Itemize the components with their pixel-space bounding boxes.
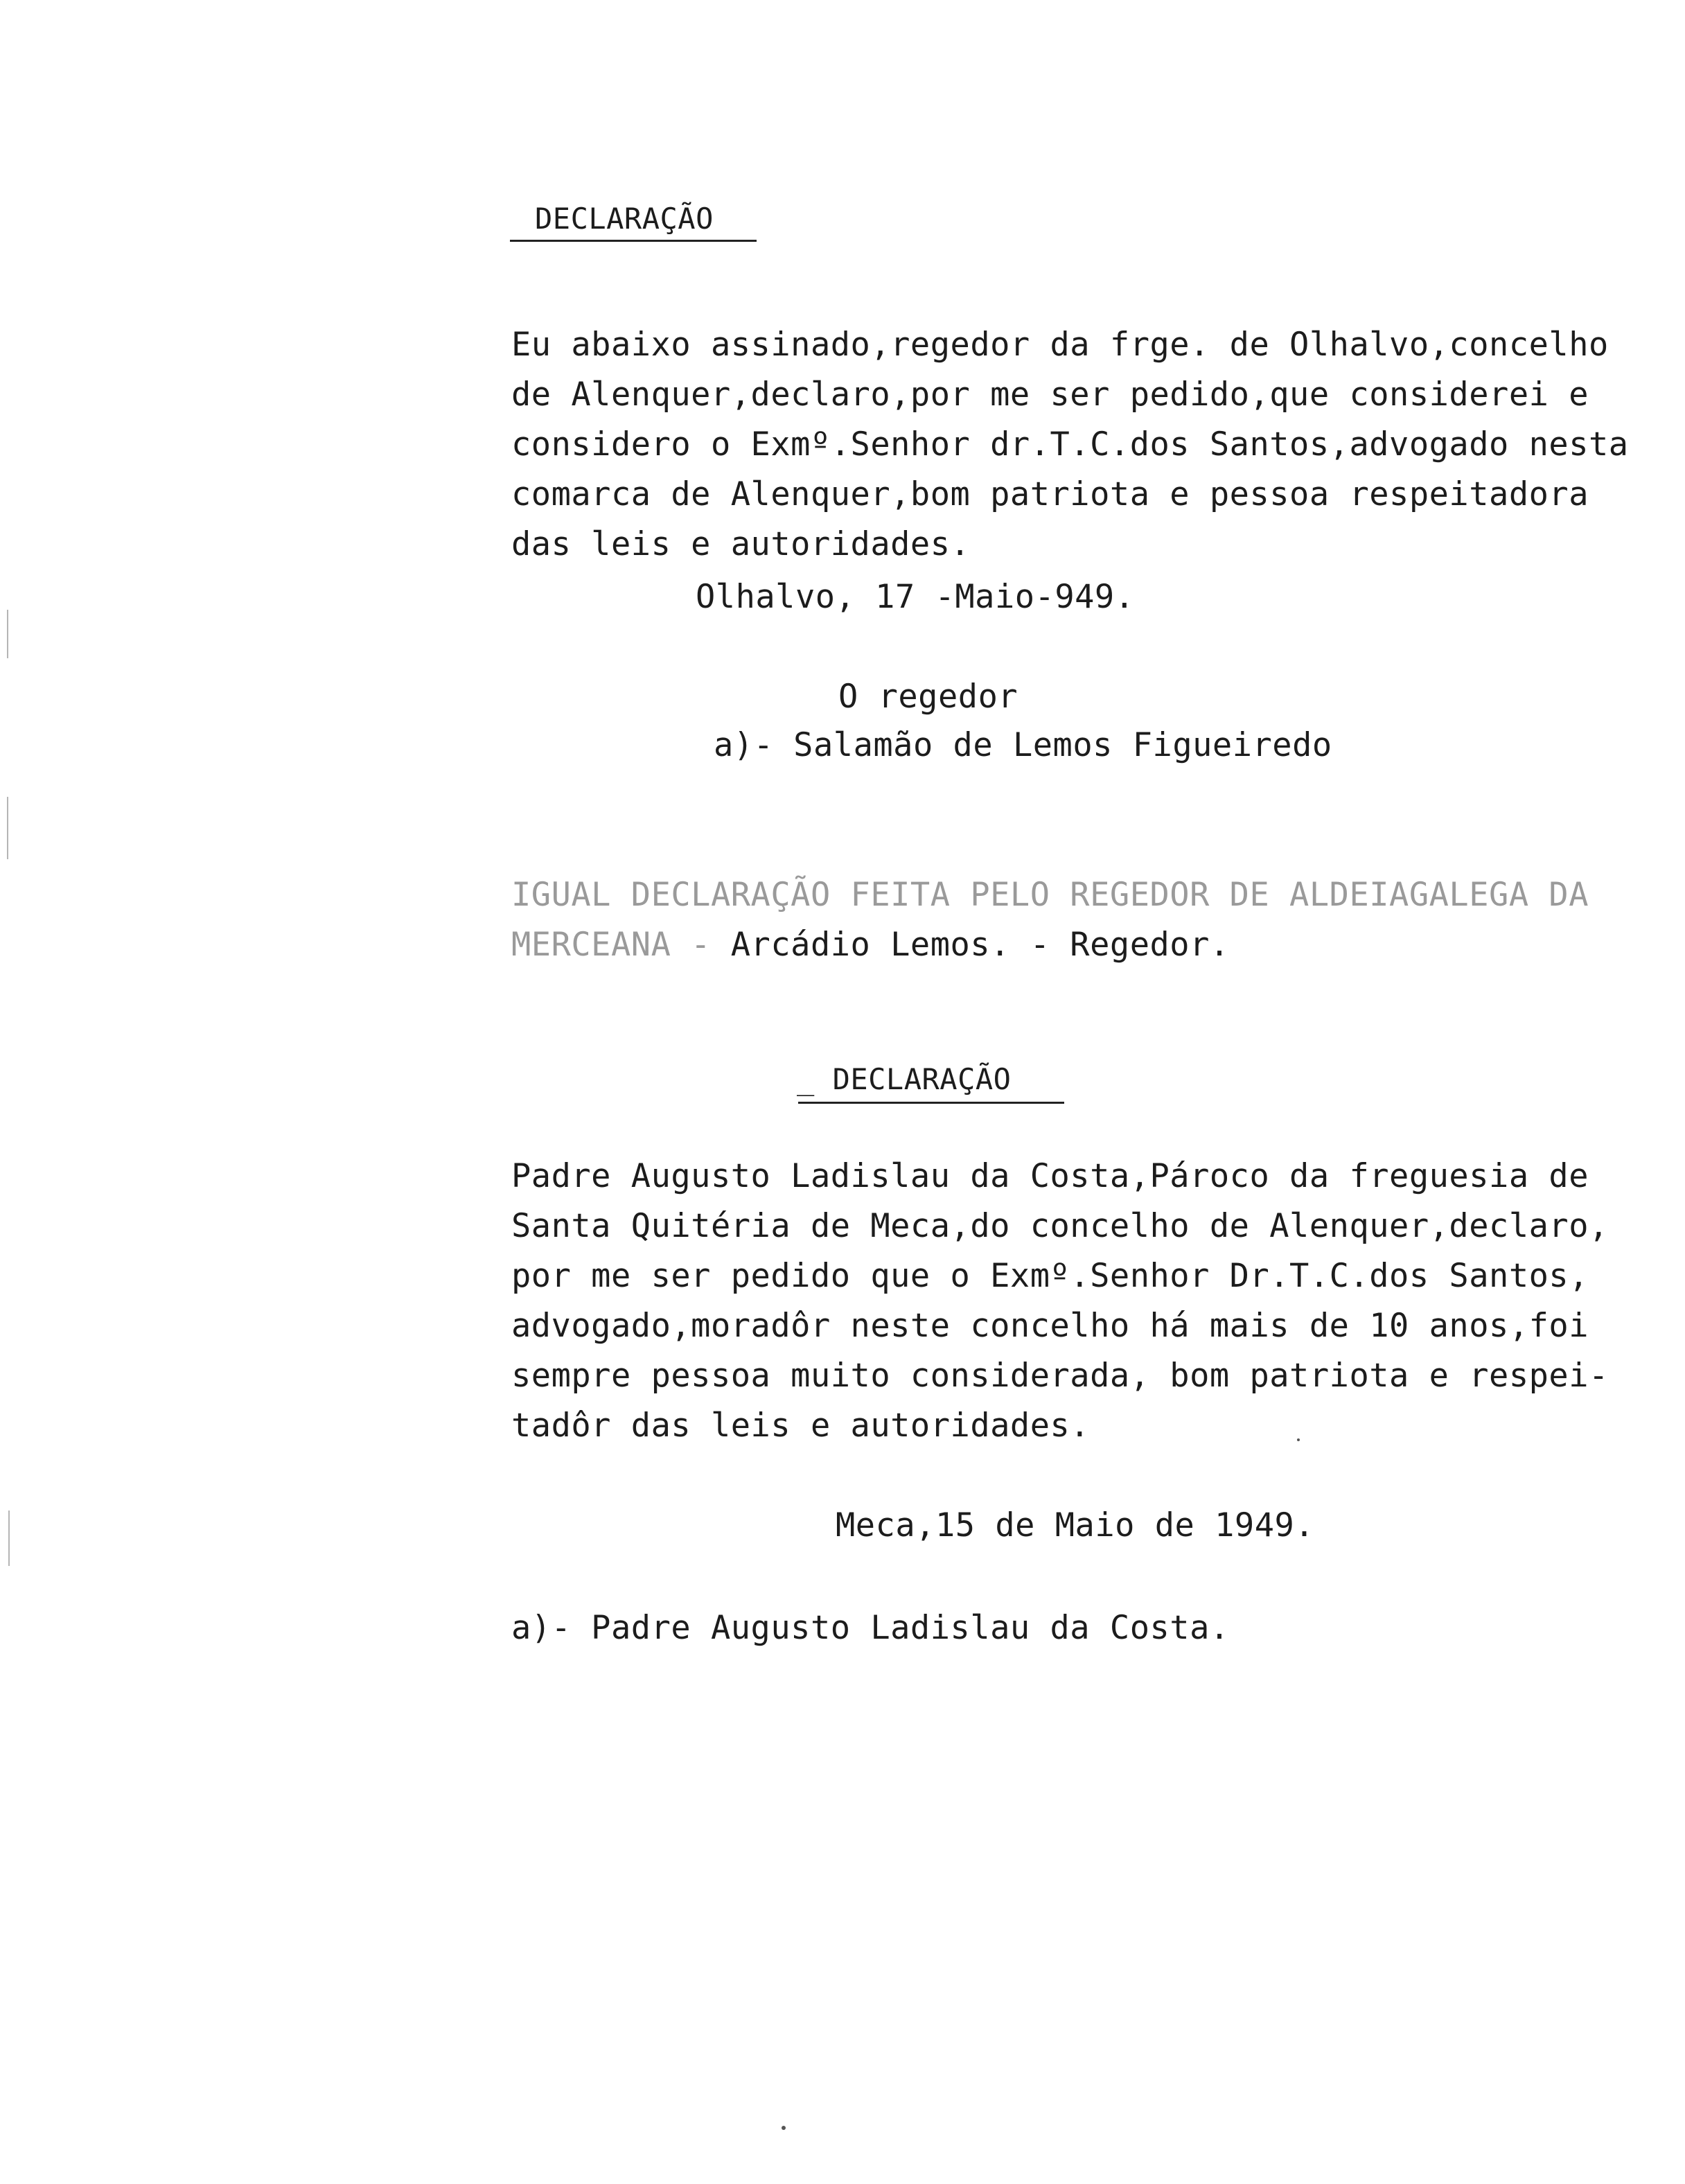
scan-edge-mark — [7, 797, 8, 859]
declaration-2-body-line-1: Padre Augusto Ladislau da Costa,Pároco da freguesia de — [511, 1157, 1589, 1195]
declaration-2-heading-underline — [798, 1102, 1064, 1104]
declaration-1-body-line-5: das leis e autoridades. — [511, 525, 971, 563]
declaration-2-body-line-2: Santa Quitéria de Meca,do concelho de Alenquer,declaro, — [511, 1207, 1609, 1245]
note-line-2 — [511, 924, 1230, 966]
declaration-1-signature: a)- Salamão de Lemos Figueiredo — [714, 726, 1332, 764]
declaration-1-heading: DECLARAÇÃO — [535, 202, 714, 236]
note-line-2-faded-part: MERCEANA - — [511, 926, 731, 964]
scan-edge-mark — [7, 610, 8, 658]
scan-edge-mark — [8, 1511, 10, 1566]
declaration-1-place-date: Olhalvo, 17 -Maio-949. — [696, 578, 1135, 616]
scan-speck — [782, 2126, 786, 2130]
declaration-1-heading-underline — [510, 240, 757, 242]
declaration-2-heading: _ DECLARAÇÃO — [797, 1062, 1012, 1096]
declaration-2-place-date: Meca,15 de Maio de 1949. — [836, 1506, 1315, 1544]
declaration-1-signer-title: O regedor — [838, 678, 1018, 716]
note-line-1: IGUAL DECLARAÇÃO FEITA PELO REGEDOR DE ALDEIAGALEGA DA — [511, 876, 1589, 914]
declaration-1-body-line-2: de Alenquer,declaro,por me ser pedido,que considerei e — [511, 376, 1589, 414]
scan-speck — [1297, 1438, 1300, 1441]
declaration-2-body-line-5: sempre pessoa muito considerada, bom patriota e respei- — [511, 1357, 1609, 1395]
declaration-2-signature: a)- Padre Augusto Ladislau da Costa. — [511, 1609, 1230, 1647]
declaration-1-body-line-1: Eu abaixo assinado,regedor da frge. de Olhalvo,concelho — [511, 326, 1609, 364]
declaration-2-body-line-6: tadôr das leis e autoridades. — [511, 1407, 1091, 1445]
declaration-1-body-line-4: comarca de Alenquer,bom patriota e pessoa respeitadora — [511, 475, 1589, 513]
note-line-2-dark-part: Arcádio Lemos. - Regedor. — [730, 926, 1230, 964]
declaration-2-body-line-4: advogado,moradôr neste concelho há mais de 10 anos,foi — [511, 1307, 1589, 1345]
declaration-1-body-line-3: considero o Exmº.Senhor dr.T.C.dos Santos,advogado nesta — [511, 425, 1629, 464]
declaration-2-body-line-3: por me ser pedido que o Exmº.Senhor Dr.T.C.dos Santos, — [511, 1257, 1589, 1295]
